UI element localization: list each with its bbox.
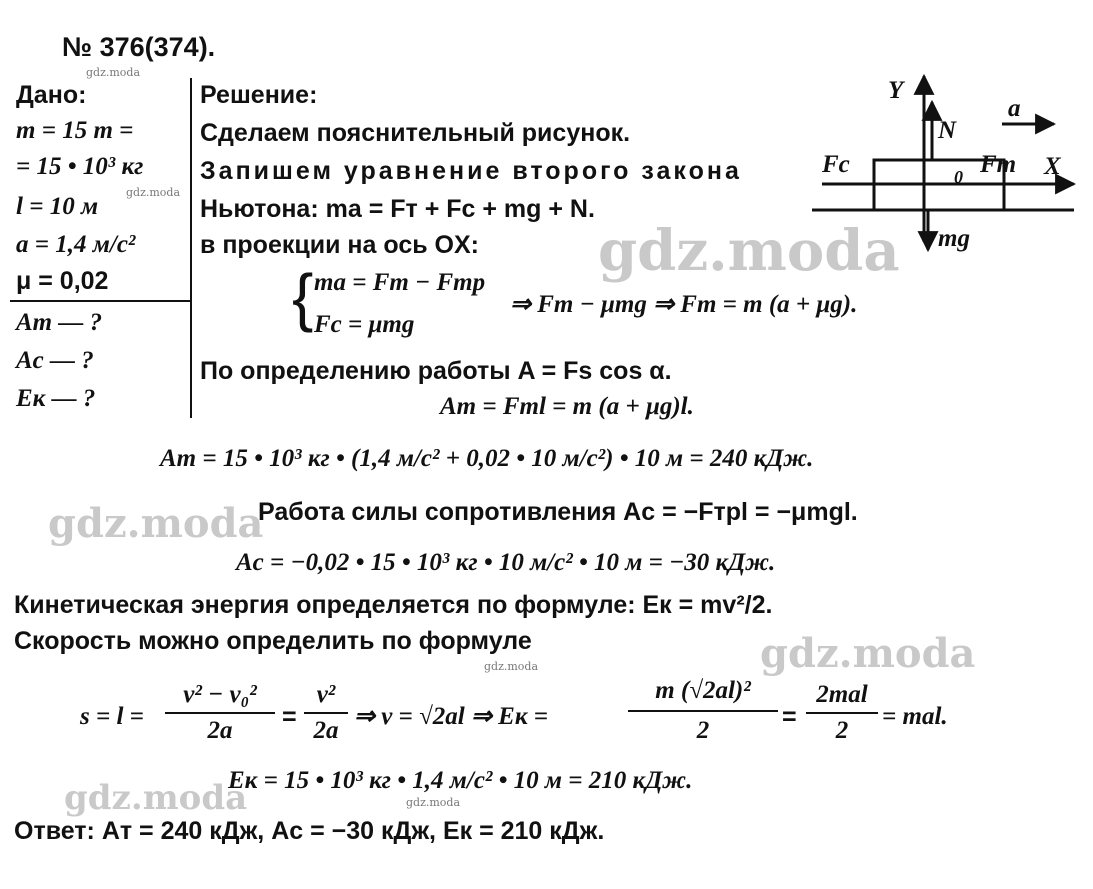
given-line-accel: a = 1,4 м/с² <box>16 231 136 258</box>
watermark-small-2: gdz.moda <box>126 186 181 199</box>
fraction-2 <box>304 680 348 746</box>
watermark-3: gdz.moda <box>760 630 976 677</box>
fraction-2-denominator: 2a <box>313 717 339 744</box>
given-divider <box>10 300 192 302</box>
watermark-small-1: gdz.moda <box>86 66 141 79</box>
speed-end: = mal. <box>882 703 948 730</box>
ek-definition: Кинетическая энергия определяется по формуле: Eк = mv²/2. <box>14 591 773 619</box>
solution-label: Решение: <box>200 81 318 109</box>
watermark-small-3: gdz.moda <box>484 660 539 673</box>
fraction-2-numerator: v² <box>316 681 336 708</box>
system-eq-2: Fс = μmg <box>314 311 415 338</box>
solution-line-4: в проекции на ось OX: <box>200 231 479 259</box>
traction-force-label: Fт <box>980 151 1017 178</box>
unknown-at: Aт — ? <box>16 309 103 336</box>
ac-text: Работа силы сопротивления Aс = −Fтрl = −μmgl. <box>258 498 858 526</box>
ac-calculation: Aс = −0,02 • 15 • 10³ кг • 10 м/с² • 10 м = −30 кДж. <box>236 549 776 576</box>
speed-lhs: s = l = <box>80 703 144 730</box>
at-formula: Aт = Fтl = m (a + μg)l. <box>440 393 694 420</box>
normal-force-label: N <box>938 117 957 144</box>
system-result: ⇒ Fт − μmg ⇒ Fт = m (a + μg). <box>510 291 858 318</box>
given-line-mu: μ = 0,02 <box>16 267 109 295</box>
gravity-label: mg <box>938 225 970 252</box>
watermark-4: gdz.moda <box>64 778 248 818</box>
unknown-ek: Eк — ? <box>16 385 96 412</box>
axis-x-label: X <box>1044 153 1061 180</box>
accel-label: a <box>1008 95 1021 122</box>
solution-line-3: Ньютона: ma = Fт + Fс + mg + N. <box>200 195 595 223</box>
given-line-mass-si: = 15 • 10³ кг <box>16 153 144 180</box>
origin-label: 0 <box>954 167 963 187</box>
unknown-ac: Aс — ? <box>16 347 94 374</box>
fraction-1-bar <box>165 712 275 714</box>
fraction-4-denominator: 2 <box>835 717 849 744</box>
fraction-1 <box>165 680 275 746</box>
fraction-1-denominator: 2a <box>207 717 233 744</box>
fraction-3-denominator: 2 <box>696 717 710 744</box>
speed-text: Скорость можно определить по формуле <box>14 627 532 655</box>
fraction-2-bar <box>304 712 348 714</box>
speed-eq-1: = <box>282 703 297 731</box>
work-definition: По определению работы A = Fs cos α. <box>200 357 672 385</box>
given-line-mass: m = 15 т = <box>16 117 134 144</box>
fraction-4 <box>806 680 878 746</box>
given-vertical-rule <box>190 78 192 418</box>
watermark-small-4: gdz.moda <box>406 796 461 809</box>
ek-calculation: Eк = 15 • 10³ кг • 1,4 м/с² • 10 м = 210 кДж. <box>228 767 693 794</box>
fraction-3 <box>628 676 778 746</box>
at-calculation: Aт = 15 • 10³ кг • (1,4 м/с² + 0,02 • 10 м/с²) • 10 м = 240 кДж. <box>160 445 814 472</box>
given-line-length: l = 10 м <box>16 193 99 220</box>
fraction-3-numerator: m (√2al)² <box>655 677 751 704</box>
friction-force-label: Fс <box>822 151 850 178</box>
given-label: Дано: <box>16 81 87 109</box>
fraction-3-bar <box>628 710 778 712</box>
solution-line-1: Сделаем пояснительный рисунок. <box>200 119 631 147</box>
system-eq-1: ma = Fт − Fтр <box>314 269 486 296</box>
fraction-1-numerator: v² − v₀² <box>183 681 257 708</box>
solution-line-2: Запишем уравнение второго закона <box>200 157 742 185</box>
speed-middle: ⇒ v = √2al ⇒ Eк = <box>354 703 548 730</box>
answer-line: Ответ: Aт = 240 кДж, Aс = −30 кДж, Eк = 210 кДж. <box>14 817 605 845</box>
fraction-4-bar <box>806 712 878 714</box>
problem-number: № 376(374). <box>62 32 216 62</box>
watermark-1: gdz.moda <box>598 218 900 284</box>
axis-y-label: Y <box>888 77 904 104</box>
system-brace: { <box>292 261 314 333</box>
fraction-4-numerator: 2mal <box>816 681 868 708</box>
speed-eq-2: = <box>782 703 797 731</box>
watermark-2: gdz.moda <box>48 500 264 547</box>
